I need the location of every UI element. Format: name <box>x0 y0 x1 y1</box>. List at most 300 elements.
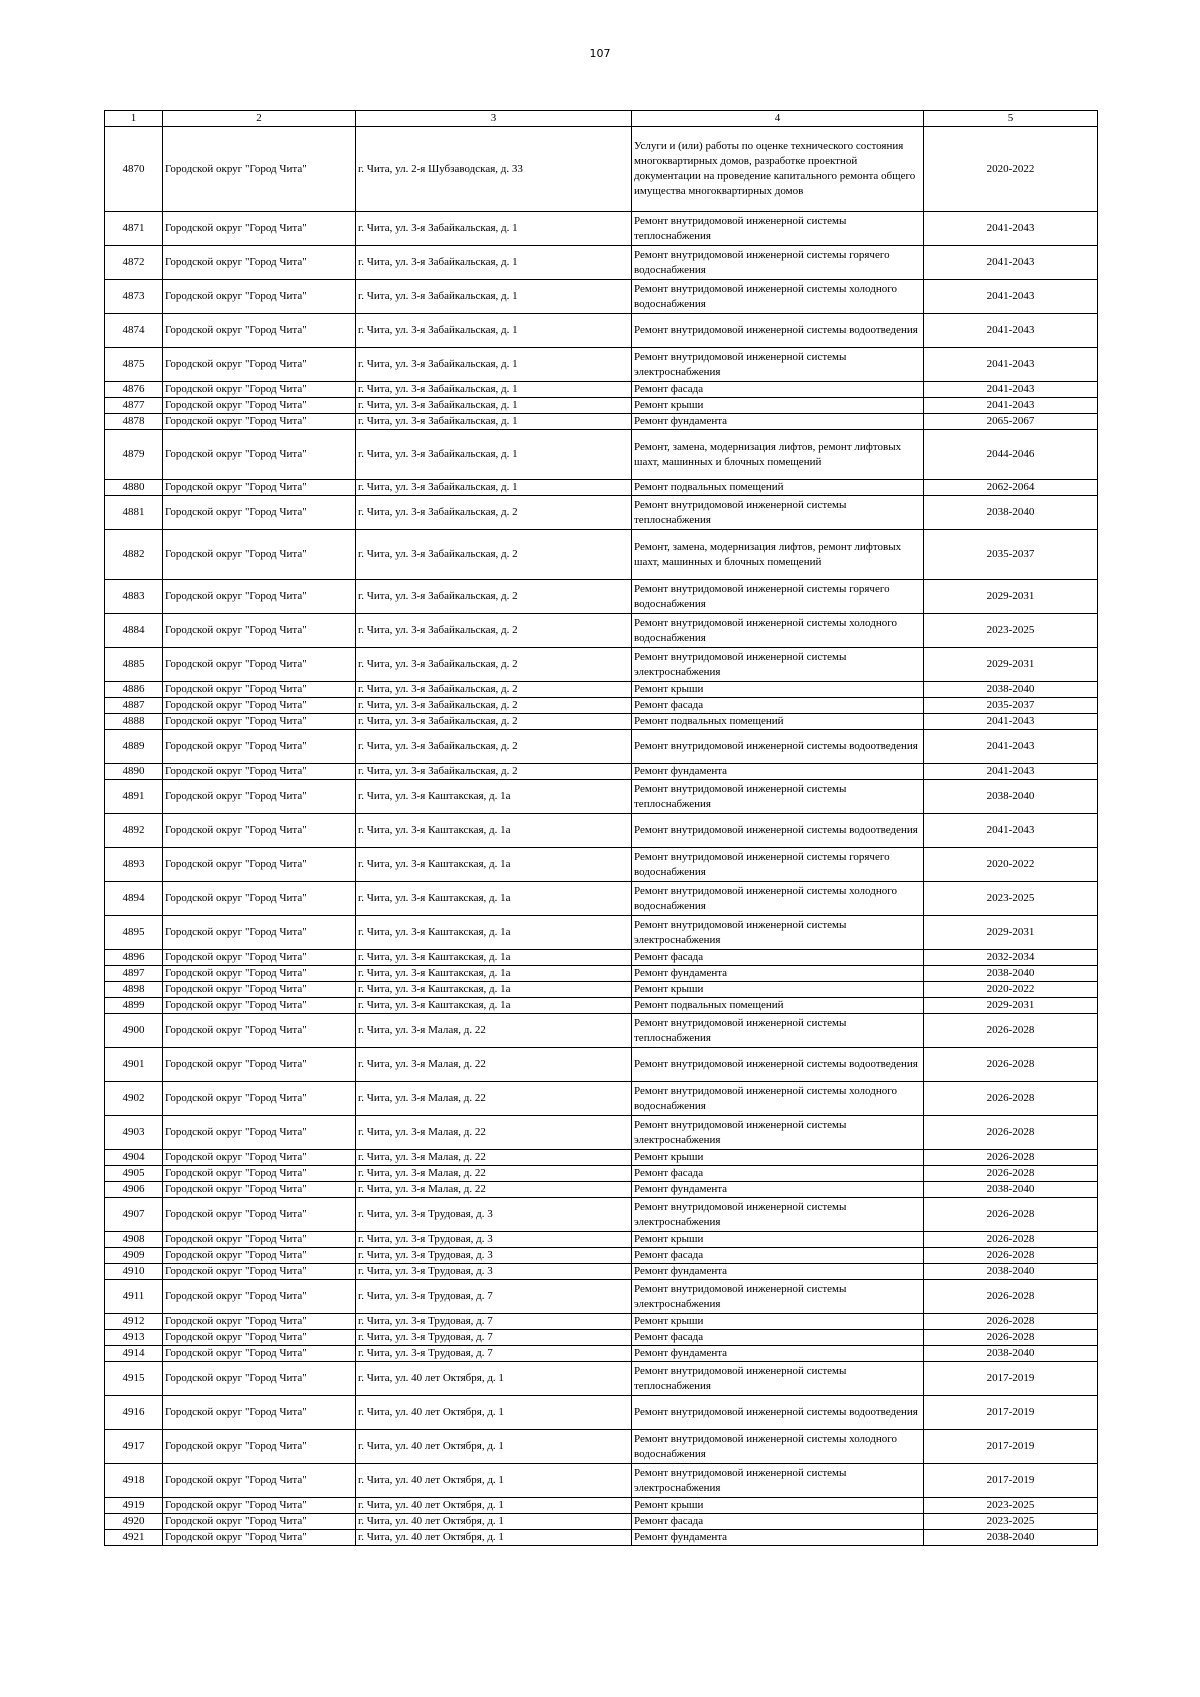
cell-years: 2041-2043 <box>924 398 1098 414</box>
cell-address: г. Чита, ул. 3-я Малая, д. 22 <box>356 1014 632 1048</box>
cell-work-type: Ремонт фундамента <box>632 764 924 780</box>
cell-municipality: Городской округ "Город Чита" <box>163 246 356 280</box>
cell-number: 4902 <box>105 1082 163 1116</box>
cell-number: 4883 <box>105 580 163 614</box>
cell-years: 2017-2019 <box>924 1430 1098 1464</box>
cell-work-type: Ремонт, замена, модернизация лифтов, ремонт лифтовых шахт, машинных и блочных помещений <box>632 530 924 580</box>
cell-work-type: Ремонт внутридомовой инженерной системы холодного водоснабжения <box>632 1430 924 1464</box>
cell-number: 4920 <box>105 1514 163 1530</box>
table-row <box>105 1014 1098 1048</box>
cell-years: 2029-2031 <box>924 998 1098 1014</box>
column-header-2: 2 <box>163 111 356 127</box>
cell-municipality: Городской округ "Город Чита" <box>163 814 356 848</box>
table-row <box>105 246 1098 280</box>
cell-work-type: Ремонт крыши <box>632 1232 924 1248</box>
cell-municipality: Городской округ "Город Чита" <box>163 764 356 780</box>
table-row <box>105 614 1098 648</box>
cell-years: 2017-2019 <box>924 1464 1098 1498</box>
cell-work-type: Ремонт подвальных помещений <box>632 714 924 730</box>
cell-address: г. Чита, ул. 40 лет Октября, д. 1 <box>356 1430 632 1464</box>
cell-number: 4912 <box>105 1314 163 1330</box>
table-row <box>105 480 1098 496</box>
cell-number: 4882 <box>105 530 163 580</box>
cell-address: г. Чита, ул. 3-я Трудовая, д. 3 <box>356 1232 632 1248</box>
table-body <box>105 111 1098 1546</box>
cell-years: 2038-2040 <box>924 1530 1098 1546</box>
cell-municipality: Городской округ "Город Чита" <box>163 1182 356 1198</box>
cell-work-type: Ремонт внутридомовой инженерной системы теплоснабжения <box>632 212 924 246</box>
cell-municipality: Городской округ "Город Чита" <box>163 682 356 698</box>
table-row <box>105 998 1098 1014</box>
cell-years: 2026-2028 <box>924 1248 1098 1264</box>
cell-address: г. Чита, ул. 3-я Малая, д. 22 <box>356 1166 632 1182</box>
cell-address: г. Чита, ул. 3-я Каштакская, д. 1а <box>356 780 632 814</box>
cell-number: 4870 <box>105 127 163 212</box>
cell-years: 2023-2025 <box>924 1498 1098 1514</box>
cell-work-type: Ремонт внутридомовой инженерной системы холодного водоснабжения <box>632 882 924 916</box>
cell-address: г. Чита, ул. 40 лет Октября, д. 1 <box>356 1396 632 1430</box>
cell-years: 2026-2028 <box>924 1150 1098 1166</box>
cell-work-type: Ремонт внутридомовой инженерной системы водоотведения <box>632 1396 924 1430</box>
cell-number: 4875 <box>105 348 163 382</box>
cell-number: 4909 <box>105 1248 163 1264</box>
cell-work-type: Ремонт внутридомовой инженерной системы теплоснабжения <box>632 1362 924 1396</box>
cell-address: г. Чита, ул. 3-я Трудовая, д. 3 <box>356 1198 632 1232</box>
cell-municipality: Городской округ "Город Чита" <box>163 1362 356 1396</box>
cell-address: г. Чита, ул. 3-я Забайкальская, д. 2 <box>356 648 632 682</box>
cell-address: г. Чита, ул. 3-я Забайкальская, д. 2 <box>356 714 632 730</box>
column-header-1: 1 <box>105 111 163 127</box>
cell-work-type: Ремонт внутридомовой инженерной системы горячего водоснабжения <box>632 580 924 614</box>
cell-municipality: Городской округ "Город Чита" <box>163 1166 356 1182</box>
table-row <box>105 1082 1098 1116</box>
cell-years: 2032-2034 <box>924 950 1098 966</box>
table-row <box>105 698 1098 714</box>
cell-years: 2038-2040 <box>924 1346 1098 1362</box>
cell-number: 4918 <box>105 1464 163 1498</box>
cell-years: 2026-2028 <box>924 1330 1098 1346</box>
table-row <box>105 982 1098 998</box>
cell-number: 4914 <box>105 1346 163 1362</box>
cell-address: г. Чита, ул. 3-я Забайкальская, д. 1 <box>356 430 632 480</box>
cell-work-type: Ремонт внутридомовой инженерной системы водоотведения <box>632 730 924 764</box>
cell-municipality: Городской округ "Город Чита" <box>163 1150 356 1166</box>
cell-years: 2023-2025 <box>924 882 1098 916</box>
cell-municipality: Городской округ "Город Чита" <box>163 1082 356 1116</box>
cell-address: г. Чита, ул. 3-я Забайкальская, д. 1 <box>356 382 632 398</box>
cell-municipality: Городской округ "Город Чита" <box>163 714 356 730</box>
cell-years: 2041-2043 <box>924 714 1098 730</box>
cell-work-type: Услуги и (или) работы по оценке технического состояния многоквартирных домов, разработке проектной документации на проведение капитального ремонта общего имущества многоквартирных домов <box>632 127 924 212</box>
cell-number: 4895 <box>105 916 163 950</box>
table-row <box>105 212 1098 246</box>
cell-address: г. Чита, ул. 3-я Забайкальская, д. 2 <box>356 580 632 614</box>
cell-years: 2026-2028 <box>924 1280 1098 1314</box>
table-row <box>105 382 1098 398</box>
cell-years: 2038-2040 <box>924 682 1098 698</box>
cell-municipality: Городской округ "Город Чита" <box>163 1232 356 1248</box>
cell-municipality: Городской округ "Город Чита" <box>163 730 356 764</box>
cell-number: 4897 <box>105 966 163 982</box>
cell-municipality: Городской округ "Город Чита" <box>163 580 356 614</box>
cell-address: г. Чита, ул. 3-я Забайкальская, д. 1 <box>356 348 632 382</box>
table-row <box>105 966 1098 982</box>
cell-years: 2023-2025 <box>924 614 1098 648</box>
cell-work-type: Ремонт, замена, модернизация лифтов, ремонт лифтовых шахт, машинных и блочных помещений <box>632 430 924 480</box>
cell-address: г. Чита, ул. 40 лет Октября, д. 1 <box>356 1362 632 1396</box>
cell-municipality: Городской округ "Город Чита" <box>163 348 356 382</box>
cell-municipality: Городской округ "Город Чита" <box>163 614 356 648</box>
cell-number: 4888 <box>105 714 163 730</box>
cell-work-type: Ремонт внутридомовой инженерной системы электроснабжения <box>632 348 924 382</box>
cell-years: 2038-2040 <box>924 496 1098 530</box>
cell-municipality: Городской округ "Город Чита" <box>163 648 356 682</box>
cell-years: 2041-2043 <box>924 382 1098 398</box>
cell-address: г. Чита, ул. 3-я Забайкальская, д. 1 <box>356 414 632 430</box>
cell-number: 4892 <box>105 814 163 848</box>
table-row <box>105 682 1098 698</box>
table-row <box>105 1498 1098 1514</box>
cell-municipality: Городской округ "Город Чита" <box>163 998 356 1014</box>
cell-number: 4906 <box>105 1182 163 1198</box>
cell-number: 4911 <box>105 1280 163 1314</box>
table-row <box>105 764 1098 780</box>
cell-municipality: Городской округ "Город Чита" <box>163 1264 356 1280</box>
table-row <box>105 1248 1098 1264</box>
cell-address: г. Чита, ул. 3-я Забайкальская, д. 2 <box>356 496 632 530</box>
table-row <box>105 1346 1098 1362</box>
cell-number: 4891 <box>105 780 163 814</box>
cell-address: г. Чита, ул. 3-я Малая, д. 22 <box>356 1082 632 1116</box>
cell-municipality: Городской округ "Город Чита" <box>163 1248 356 1264</box>
cell-number: 4884 <box>105 614 163 648</box>
cell-years: 2026-2028 <box>924 1314 1098 1330</box>
cell-number: 4872 <box>105 246 163 280</box>
cell-years: 2020-2022 <box>924 982 1098 998</box>
cell-address: г. Чита, ул. 3-я Забайкальская, д. 2 <box>356 682 632 698</box>
cell-number: 4879 <box>105 430 163 480</box>
cell-address: г. Чита, ул. 3-я Малая, д. 22 <box>356 1116 632 1150</box>
table-row <box>105 1182 1098 1198</box>
cell-years: 2041-2043 <box>924 246 1098 280</box>
table-row <box>105 1314 1098 1330</box>
cell-address: г. Чита, ул. 3-я Забайкальская, д. 2 <box>356 730 632 764</box>
table-row <box>105 1232 1098 1248</box>
table-row <box>105 1198 1098 1232</box>
cell-work-type: Ремонт крыши <box>632 982 924 998</box>
table-row <box>105 1514 1098 1530</box>
cell-number: 4905 <box>105 1166 163 1182</box>
cell-address: г. Чита, ул. 3-я Каштакская, д. 1а <box>356 848 632 882</box>
table-row <box>105 916 1098 950</box>
cell-number: 4915 <box>105 1362 163 1396</box>
cell-municipality: Городской округ "Город Чита" <box>163 1530 356 1546</box>
table-row <box>105 1464 1098 1498</box>
cell-address: г. Чита, ул. 40 лет Октября, д. 1 <box>356 1530 632 1546</box>
cell-work-type: Ремонт внутридомовой инженерной системы электроснабжения <box>632 1198 924 1232</box>
cell-years: 2041-2043 <box>924 212 1098 246</box>
page-number: 107 <box>589 47 611 60</box>
cell-years: 2035-2037 <box>924 698 1098 714</box>
cell-years: 2029-2031 <box>924 916 1098 950</box>
cell-work-type: Ремонт фундамента <box>632 1264 924 1280</box>
cell-years: 2038-2040 <box>924 1182 1098 1198</box>
cell-number: 4903 <box>105 1116 163 1150</box>
cell-municipality: Городской округ "Город Чита" <box>163 1014 356 1048</box>
cell-years: 2020-2022 <box>924 127 1098 212</box>
table-row <box>105 580 1098 614</box>
cell-work-type: Ремонт фундамента <box>632 1346 924 1362</box>
cell-number: 4904 <box>105 1150 163 1166</box>
cell-address: г. Чита, ул. 3-я Каштакская, д. 1а <box>356 950 632 966</box>
cell-municipality: Городской округ "Город Чита" <box>163 398 356 414</box>
cell-years: 2041-2043 <box>924 730 1098 764</box>
cell-address: г. Чита, ул. 3-я Трудовая, д. 7 <box>356 1280 632 1314</box>
table-row <box>105 1116 1098 1150</box>
cell-years: 2026-2028 <box>924 1116 1098 1150</box>
cell-municipality: Городской округ "Город Чита" <box>163 1464 356 1498</box>
cell-work-type: Ремонт фасада <box>632 1166 924 1182</box>
cell-number: 4917 <box>105 1430 163 1464</box>
cell-municipality: Городской округ "Город Чита" <box>163 480 356 496</box>
cell-address: г. Чита, ул. 3-я Забайкальская, д. 1 <box>356 398 632 414</box>
cell-number: 4893 <box>105 848 163 882</box>
cell-number: 4921 <box>105 1530 163 1546</box>
cell-number: 4881 <box>105 496 163 530</box>
cell-municipality: Городской округ "Город Чита" <box>163 1280 356 1314</box>
table-row <box>105 1280 1098 1314</box>
table-row <box>105 496 1098 530</box>
cell-number: 4901 <box>105 1048 163 1082</box>
cell-years: 2020-2022 <box>924 848 1098 882</box>
cell-municipality: Городской округ "Город Чита" <box>163 382 356 398</box>
table-row <box>105 1396 1098 1430</box>
cell-years: 2038-2040 <box>924 966 1098 982</box>
cell-municipality: Городской округ "Город Чита" <box>163 414 356 430</box>
cell-years: 2041-2043 <box>924 280 1098 314</box>
cell-years: 2065-2067 <box>924 414 1098 430</box>
cell-number: 4871 <box>105 212 163 246</box>
cell-work-type: Ремонт фундамента <box>632 414 924 430</box>
cell-municipality: Городской округ "Город Чита" <box>163 1048 356 1082</box>
cell-work-type: Ремонт фасада <box>632 1514 924 1530</box>
cell-work-type: Ремонт внутридомовой инженерной системы горячего водоснабжения <box>632 246 924 280</box>
cell-work-type: Ремонт внутридомовой инженерной системы электроснабжения <box>632 1116 924 1150</box>
cell-municipality: Городской округ "Город Чита" <box>163 966 356 982</box>
cell-work-type: Ремонт внутридомовой инженерной системы холодного водоснабжения <box>632 280 924 314</box>
cell-work-type: Ремонт фасада <box>632 1330 924 1346</box>
cell-number: 4877 <box>105 398 163 414</box>
cell-work-type: Ремонт внутридомовой инженерной системы электроснабжения <box>632 1464 924 1498</box>
cell-address: г. Чита, ул. 3-я Забайкальская, д. 2 <box>356 698 632 714</box>
table-row <box>105 1150 1098 1166</box>
cell-work-type: Ремонт внутридомовой инженерной системы горячего водоснабжения <box>632 848 924 882</box>
cell-address: г. Чита, ул. 3-я Малая, д. 22 <box>356 1182 632 1198</box>
cell-work-type: Ремонт внутридомовой инженерной системы электроснабжения <box>632 916 924 950</box>
cell-address: г. Чита, ул. 3-я Трудовая, д. 7 <box>356 1346 632 1362</box>
cell-address: г. Чита, ул. 3-я Каштакская, д. 1а <box>356 916 632 950</box>
cell-number: 4908 <box>105 1232 163 1248</box>
table-row <box>105 1430 1098 1464</box>
table-row <box>105 1166 1098 1182</box>
table-row <box>105 780 1098 814</box>
cell-municipality: Городской округ "Город Чита" <box>163 698 356 714</box>
cell-address: г. Чита, ул. 3-я Забайкальская, д. 2 <box>356 530 632 580</box>
cell-years: 2038-2040 <box>924 780 1098 814</box>
cell-work-type: Ремонт крыши <box>632 1150 924 1166</box>
table-row <box>105 1330 1098 1346</box>
cell-work-type: Ремонт внутридомовой инженерной системы электроснабжения <box>632 648 924 682</box>
cell-number: 4887 <box>105 698 163 714</box>
cell-work-type: Ремонт внутридомовой инженерной системы холодного водоснабжения <box>632 614 924 648</box>
cell-number: 4894 <box>105 882 163 916</box>
table-row <box>105 730 1098 764</box>
table-row <box>105 530 1098 580</box>
cell-work-type: Ремонт фундамента <box>632 1530 924 1546</box>
table-row <box>105 950 1098 966</box>
cell-years: 2041-2043 <box>924 314 1098 348</box>
table-row <box>105 314 1098 348</box>
cell-municipality: Городской округ "Город Чита" <box>163 1430 356 1464</box>
cell-address: г. Чита, ул. 3-я Забайкальская, д. 1 <box>356 480 632 496</box>
cell-address: г. Чита, ул. 3-я Трудовая, д. 7 <box>356 1314 632 1330</box>
cell-address: г. Чита, ул. 3-я Забайкальская, д. 1 <box>356 314 632 348</box>
cell-municipality: Городской округ "Город Чита" <box>163 1116 356 1150</box>
cell-work-type: Ремонт крыши <box>632 1314 924 1330</box>
cell-work-type: Ремонт крыши <box>632 682 924 698</box>
cell-years: 2044-2046 <box>924 430 1098 480</box>
cell-years: 2017-2019 <box>924 1396 1098 1430</box>
cell-municipality: Городской округ "Город Чита" <box>163 430 356 480</box>
cell-municipality: Городской округ "Город Чита" <box>163 950 356 966</box>
cell-address: г. Чита, ул. 3-я Малая, д. 22 <box>356 1048 632 1082</box>
cell-work-type: Ремонт внутридомовой инженерной системы теплоснабжения <box>632 780 924 814</box>
cell-address: г. Чита, ул. 40 лет Октября, д. 1 <box>356 1498 632 1514</box>
cell-number: 4885 <box>105 648 163 682</box>
cell-address: г. Чита, ул. 3-я Трудовая, д. 3 <box>356 1264 632 1280</box>
column-header-4: 4 <box>632 111 924 127</box>
cell-number: 4878 <box>105 414 163 430</box>
table-row <box>105 348 1098 382</box>
cell-number: 4913 <box>105 1330 163 1346</box>
cell-number: 4916 <box>105 1396 163 1430</box>
cell-address: г. Чита, ул. 3-я Каштакская, д. 1а <box>356 982 632 998</box>
cell-years: 2029-2031 <box>924 580 1098 614</box>
table-row <box>105 398 1098 414</box>
table-row <box>105 127 1098 212</box>
cell-work-type: Ремонт подвальных помещений <box>632 998 924 1014</box>
column-header-5: 5 <box>924 111 1098 127</box>
cell-address: г. Чита, ул. 3-я Трудовая, д. 7 <box>356 1330 632 1346</box>
cell-years: 2023-2025 <box>924 1514 1098 1530</box>
cell-years: 2041-2043 <box>924 764 1098 780</box>
cell-work-type: Ремонт фундамента <box>632 1182 924 1198</box>
table-row <box>105 414 1098 430</box>
cell-years: 2026-2028 <box>924 1014 1098 1048</box>
cell-years: 2029-2031 <box>924 648 1098 682</box>
cell-address: г. Чита, ул. 3-я Каштакская, д. 1а <box>356 998 632 1014</box>
table-row <box>105 714 1098 730</box>
cell-work-type: Ремонт внутридомовой инженерной системы водоотведения <box>632 314 924 348</box>
cell-number: 4873 <box>105 280 163 314</box>
table-row <box>105 1264 1098 1280</box>
cell-number: 4896 <box>105 950 163 966</box>
cell-years: 2026-2028 <box>924 1232 1098 1248</box>
table-row <box>105 280 1098 314</box>
cell-years: 2062-2064 <box>924 480 1098 496</box>
table-row <box>105 1362 1098 1396</box>
cell-municipality: Городской округ "Город Чита" <box>163 1498 356 1514</box>
cell-municipality: Городской округ "Город Чита" <box>163 530 356 580</box>
cell-years: 2026-2028 <box>924 1198 1098 1232</box>
cell-address: г. Чита, ул. 3-я Забайкальская, д. 1 <box>356 280 632 314</box>
cell-number: 4880 <box>105 480 163 496</box>
table-row <box>105 848 1098 882</box>
cell-address: г. Чита, ул. 3-я Каштакская, д. 1а <box>356 814 632 848</box>
cell-number: 4886 <box>105 682 163 698</box>
cell-work-type: Ремонт крыши <box>632 398 924 414</box>
cell-work-type: Ремонт внутридомовой инженерной системы водоотведения <box>632 1048 924 1082</box>
cell-work-type: Ремонт фундамента <box>632 966 924 982</box>
cell-number: 4899 <box>105 998 163 1014</box>
cell-municipality: Городской округ "Город Чита" <box>163 1346 356 1362</box>
cell-address: г. Чита, ул. 3-я Забайкальская, д. 2 <box>356 614 632 648</box>
cell-years: 2026-2028 <box>924 1082 1098 1116</box>
cell-municipality: Городской округ "Город Чита" <box>163 314 356 348</box>
cell-number: 4876 <box>105 382 163 398</box>
cell-work-type: Ремонт фасада <box>632 382 924 398</box>
cell-number: 4919 <box>105 1498 163 1514</box>
cell-municipality: Городской округ "Город Чита" <box>163 212 356 246</box>
table-row <box>105 648 1098 682</box>
cell-work-type: Ремонт внутридомовой инженерной системы теплоснабжения <box>632 496 924 530</box>
cell-work-type: Ремонт фасада <box>632 698 924 714</box>
table-row <box>105 814 1098 848</box>
cell-number: 4900 <box>105 1014 163 1048</box>
column-header-3: 3 <box>356 111 632 127</box>
cell-municipality: Городской округ "Город Чита" <box>163 882 356 916</box>
cell-municipality: Городской округ "Город Чита" <box>163 127 356 212</box>
cell-address: г. Чита, ул. 3-я Забайкальская, д. 1 <box>356 246 632 280</box>
table-row <box>105 430 1098 480</box>
table-row <box>105 882 1098 916</box>
cell-work-type: Ремонт фасада <box>632 1248 924 1264</box>
cell-municipality: Городской округ "Город Чита" <box>163 1396 356 1430</box>
cell-years: 2026-2028 <box>924 1166 1098 1182</box>
repair-schedule-table <box>104 110 1098 1546</box>
cell-address: г. Чита, ул. 3-я Каштакская, д. 1а <box>356 966 632 982</box>
cell-municipality: Городской округ "Город Чита" <box>163 780 356 814</box>
cell-municipality: Городской округ "Город Чита" <box>163 848 356 882</box>
cell-address: г. Чита, ул. 2-я Шубзаводская, д. 33 <box>356 127 632 212</box>
table-header-row <box>105 111 1098 127</box>
cell-work-type: Ремонт внутридомовой инженерной системы водоотведения <box>632 814 924 848</box>
cell-work-type: Ремонт внутридомовой инженерной системы теплоснабжения <box>632 1014 924 1048</box>
cell-number: 4889 <box>105 730 163 764</box>
cell-municipality: Городской округ "Город Чита" <box>163 916 356 950</box>
cell-address: г. Чита, ул. 3-я Забайкальская, д. 1 <box>356 212 632 246</box>
cell-municipality: Городской округ "Город Чита" <box>163 1198 356 1232</box>
cell-number: 4910 <box>105 1264 163 1280</box>
cell-years: 2038-2040 <box>924 1264 1098 1280</box>
cell-address: г. Чита, ул. 3-я Каштакская, д. 1а <box>356 882 632 916</box>
cell-address: г. Чита, ул. 3-я Забайкальская, д. 2 <box>356 764 632 780</box>
cell-work-type: Ремонт подвальных помещений <box>632 480 924 496</box>
cell-municipality: Городской округ "Город Чита" <box>163 1314 356 1330</box>
cell-municipality: Городской округ "Город Чита" <box>163 280 356 314</box>
cell-work-type: Ремонт внутридомовой инженерной системы электроснабжения <box>632 1280 924 1314</box>
cell-municipality: Городской округ "Город Чита" <box>163 496 356 530</box>
